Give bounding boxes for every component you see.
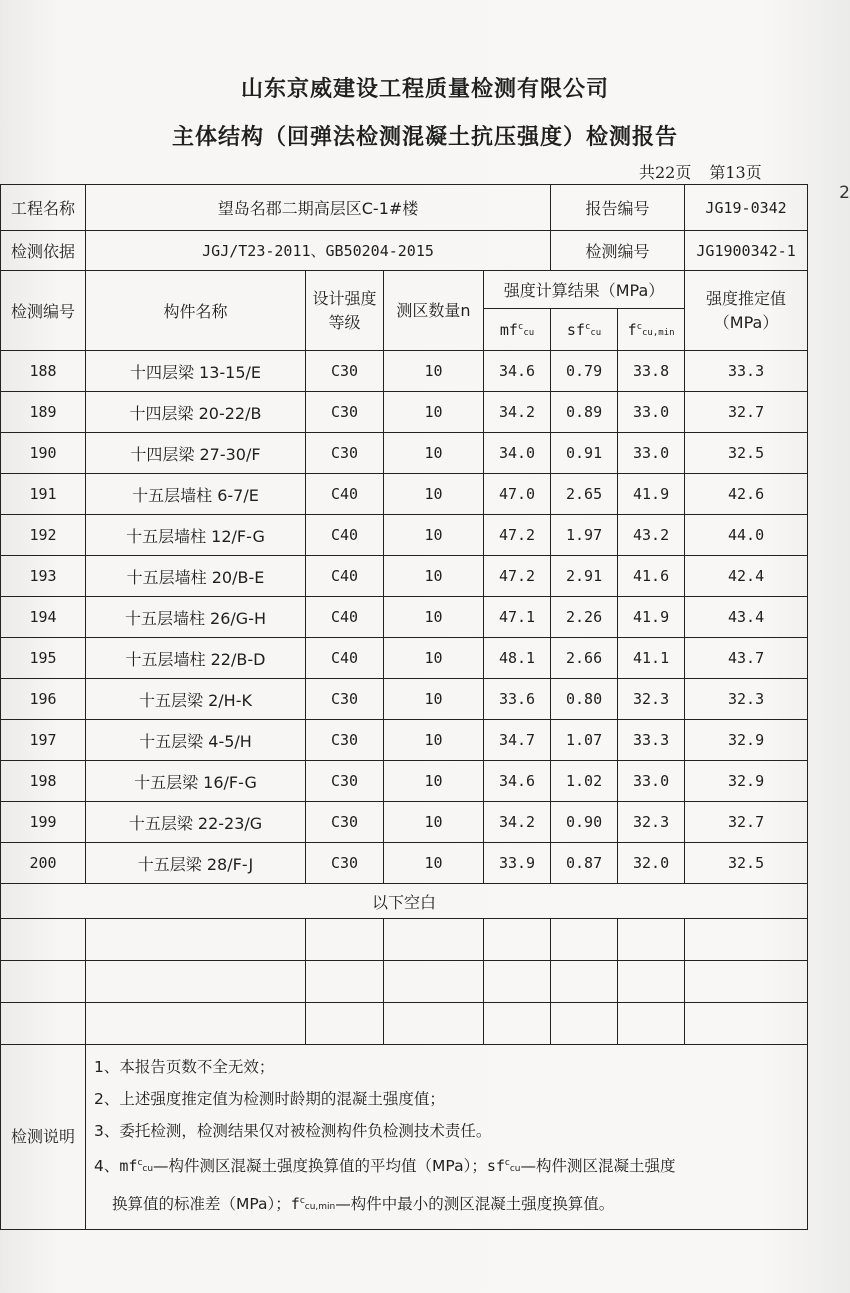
report-table [0,184,808,1230]
row-mean: 47.0 [484,474,551,515]
row-mean: 48.1 [484,638,551,679]
col-header-id: 检测编号 [1,271,86,351]
data-rows [1,351,808,884]
row-estimate: 32.5 [685,433,808,474]
row-estimate: 44.0 [685,515,808,556]
row-mean: 34.0 [484,433,551,474]
row-min: 33.3 [618,720,685,761]
row-min: 33.8 [618,351,685,392]
side-page-mark: 2 [839,183,850,203]
row-zones: 10 [384,638,484,679]
blank-note: 以下空白 [1,884,808,919]
table-row [1,720,808,761]
row-min: 33.0 [618,433,685,474]
row-id: 191 [1,474,86,515]
row-grade: C40 [306,556,384,597]
row-id: 197 [1,720,86,761]
row-estimate: 33.3 [685,351,808,392]
col-header-member: 构件名称 [86,271,306,351]
row-grade: C40 [306,474,384,515]
row-mean: 33.9 [484,843,551,884]
table-row [1,556,808,597]
table-row [1,761,808,802]
row-mean: 47.2 [484,556,551,597]
header-row-1 [1,271,808,309]
notes-row [1,1045,808,1230]
row-zones: 10 [384,556,484,597]
row-sd: 0.91 [551,433,618,474]
row-id: 193 [1,556,86,597]
note-4: 4、$mf^ccu—$构件测区混凝土强度换算值的平均值（MPa）；$sf^ccu—$构件测区混凝土强度 [94,1157,676,1176]
row-min: 33.0 [618,392,685,433]
table-row [1,392,808,433]
row-member: 十五层梁 22-23/G [86,802,306,843]
row-min: 33.0 [618,761,685,802]
row-member: 十四层梁 27-30/F [86,433,306,474]
row-member: 十五层墙柱 26/G-H [86,597,306,638]
project-label: 工程名称 [1,185,86,231]
row-grade: C30 [306,679,384,720]
row-zones: 10 [384,843,484,884]
row-member: 十五层墙柱 12/F-G [86,515,306,556]
row-estimate: 43.7 [685,638,808,679]
row-member: 十五层墙柱 20/B-E [86,556,306,597]
row-id: 194 [1,597,86,638]
row-member: 十四层梁 20-22/B [86,392,306,433]
row-min: 41.9 [618,474,685,515]
row-sd: 2.26 [551,597,618,638]
info-row-basis [1,231,808,271]
row-zones: 10 [384,474,484,515]
row-grade: C40 [306,515,384,556]
row-sd: 2.91 [551,556,618,597]
row-estimate: 42.6 [685,474,808,515]
row-mean: 47.2 [484,515,551,556]
report-no-label: 报告编号 [551,185,685,231]
report-title: 主体结构（回弹法检测混凝土抗压强度）检测报告 [171,125,678,150]
table-row [1,638,808,679]
notes-body [86,1045,808,1230]
row-min: 43.2 [618,515,685,556]
row-sd: 0.79 [551,351,618,392]
row-member: 十五层梁 2/H-K [86,679,306,720]
row-id: 188 [1,351,86,392]
page-current: 第13页 [709,163,762,182]
row-grade: C30 [306,392,384,433]
table-row [1,597,808,638]
row-grade: C30 [306,351,384,392]
row-member: 十五层墙柱 6-7/E [86,474,306,515]
table-row [1,351,808,392]
row-min: 32.0 [618,843,685,884]
blank-note-row [1,884,808,919]
note-3: 3、委托检测，检测结果仅对被检测构件负检测技术责任。 [94,1122,492,1140]
info-row-project [1,185,808,231]
table-row [1,433,808,474]
row-grade: C30 [306,433,384,474]
row-member: 十五层梁 4-5/H [86,720,306,761]
row-zones: 10 [384,351,484,392]
row-grade: C30 [306,843,384,884]
row-min: 32.3 [618,802,685,843]
row-sd: 0.89 [551,392,618,433]
row-member: 十五层墙柱 22/B-D [86,638,306,679]
col-header-estimate: 强度推定值（MPa） [685,271,808,351]
col-header-zones: 测区数量n [384,271,484,351]
company-name: 山东京威建设工程质量检测有限公司 [240,77,609,102]
row-sd: 2.66 [551,638,618,679]
row-estimate: 32.5 [685,843,808,884]
row-zones: 10 [384,720,484,761]
row-sd: 1.02 [551,761,618,802]
test-no-label: 检测编号 [551,231,685,271]
row-mean: 34.7 [484,720,551,761]
empty-row [1,961,808,1003]
row-member: 十四层梁 13-15/E [86,351,306,392]
table-row [1,843,808,884]
row-mean: 34.2 [484,802,551,843]
row-id: 198 [1,761,86,802]
row-min: 41.6 [618,556,685,597]
row-member: 十五层梁 16/F-G [86,761,306,802]
row-sd: 0.87 [551,843,618,884]
row-grade: C40 [306,597,384,638]
row-grade: C30 [306,761,384,802]
table-row [1,474,808,515]
row-zones: 10 [384,392,484,433]
notes-title: 检测说明 [1,1045,86,1230]
row-grade: C30 [306,802,384,843]
row-mean: 33.6 [484,679,551,720]
row-zones: 10 [384,433,484,474]
report-no-value: JG19-0342 [685,185,808,231]
note-1: 1、本报告页数不全无效； [94,1058,275,1076]
row-estimate: 32.9 [685,761,808,802]
row-estimate: 32.7 [685,802,808,843]
col-header-grade: 设计强度等级 [306,271,384,351]
row-member: 十五层梁 28/F-J [86,843,306,884]
empty-row [1,1003,808,1045]
page-total: 共22页 [639,163,692,182]
col-header-min: $f^ccu,\min$ [618,309,685,351]
empty-row [1,919,808,961]
col-header-sd: $sf^ccu$ [551,309,618,351]
row-zones: 10 [384,802,484,843]
row-estimate: 32.3 [685,679,808,720]
row-zones: 10 [384,515,484,556]
row-min: 41.1 [618,638,685,679]
row-id: 196 [1,679,86,720]
row-id: 200 [1,843,86,884]
table-row [1,802,808,843]
row-estimate: 43.4 [685,597,808,638]
test-no-value: JG1900342-1 [685,231,808,271]
row-mean: 34.6 [484,351,551,392]
row-estimate: 32.9 [685,720,808,761]
row-zones: 10 [384,761,484,802]
note-4-cont: 换算值的标准差（MPa）；$f^ccu,\min—$构件中最小的测区混凝土强度换算值。 [112,1195,615,1214]
row-mean: 34.2 [484,392,551,433]
page-indicator [639,160,780,183]
project-value: 望岛名郡二期高层区C-1#楼 [86,185,551,231]
row-id: 199 [1,802,86,843]
row-estimate: 42.4 [685,556,808,597]
note-2: 2、上述强度推定值为检测时龄期的混凝土强度值； [94,1090,445,1108]
basis-label: 检测依据 [1,231,86,271]
row-id: 189 [1,392,86,433]
row-min: 32.3 [618,679,685,720]
row-min: 41.9 [618,597,685,638]
row-id: 190 [1,433,86,474]
row-zones: 10 [384,597,484,638]
table-row [1,515,808,556]
table-row [1,679,808,720]
row-grade: C30 [306,720,384,761]
row-zones: 10 [384,679,484,720]
row-mean: 34.6 [484,761,551,802]
row-id: 192 [1,515,86,556]
row-sd: 0.90 [551,802,618,843]
row-sd: 2.65 [551,474,618,515]
row-mean: 47.1 [484,597,551,638]
row-sd: 1.97 [551,515,618,556]
basis-value: JGJ/T23-2011、GB50204-2015 [86,231,551,271]
col-header-calc-group: 强度计算结果（MPa） [484,271,685,309]
col-header-mean: $mf^ccu$ [484,309,551,351]
row-sd: 1.07 [551,720,618,761]
row-sd: 0.80 [551,679,618,720]
row-id: 195 [1,638,86,679]
row-estimate: 32.7 [685,392,808,433]
row-grade: C40 [306,638,384,679]
